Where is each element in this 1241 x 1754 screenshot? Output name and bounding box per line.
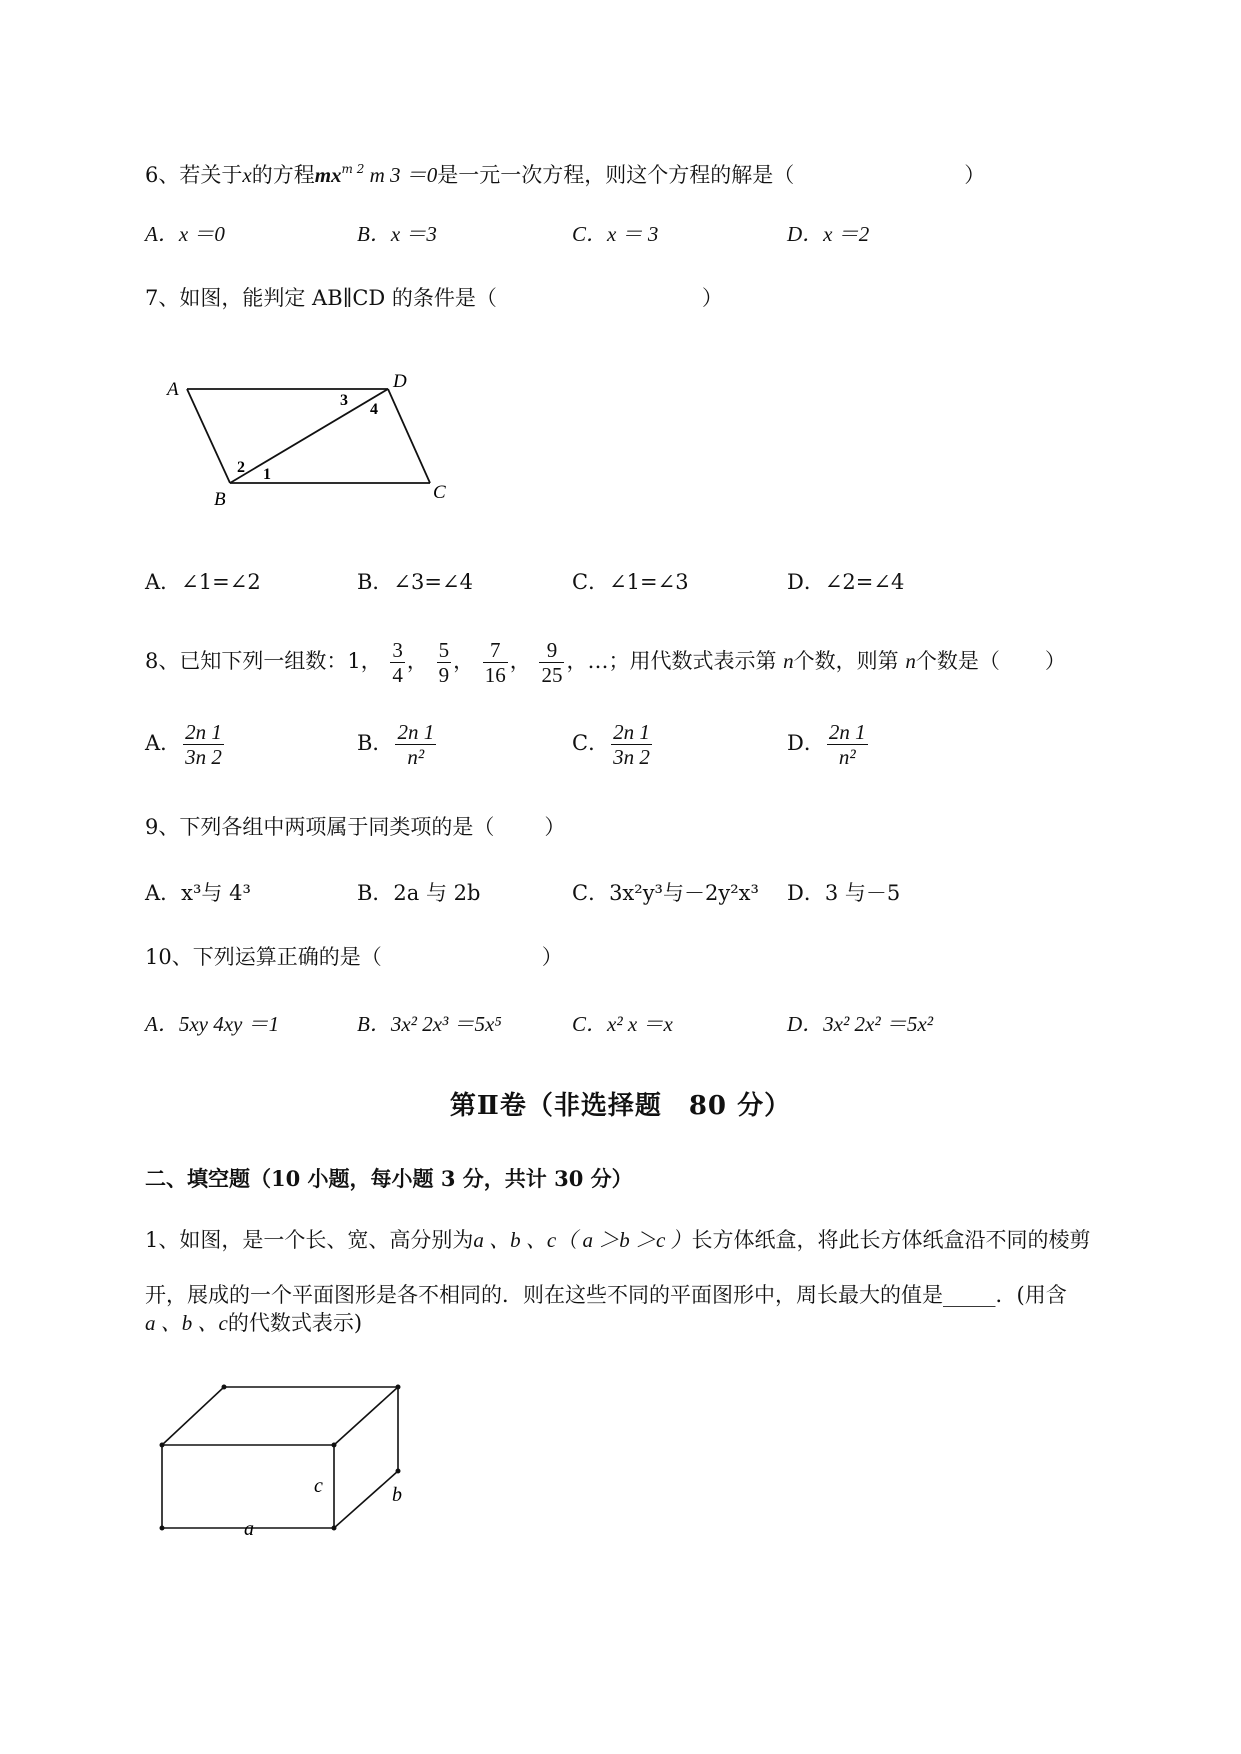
q10-option-a: A．5xy 4xy ＝1 [145,1012,280,1036]
fill-1-line-2: 开，展成的一个平面图形是各不相同的．则在这些不同的平面图形中，周长最大的值是_____．(用含 [145,1283,1067,1307]
q10-stem: 10、下列运算正确的是（ [145,945,382,969]
q6-option-c: C．x ＝ 3 [572,222,659,246]
q9-option-a: A．x³与 4³ [145,881,251,905]
part-2-title: 第Ⅱ卷（非选择题 80 分） [449,1091,792,1121]
q7-stem: 7、如图，能判定 AB∥CD 的条件是（ [145,286,497,310]
q8-fraction-4: $\frac{9}{25}$ [541,638,563,687]
edge-ab [187,389,230,483]
angle-4-label: 4 [370,401,378,418]
q8-n2: n [905,649,916,673]
q8-option-d: D． $\frac{2n 1}{\text{n²}}$ [787,720,866,769]
q9-stem: 9、下列各组中两项属于同类项的是（ [145,815,495,839]
cuboid-label-a: a [244,1518,254,1540]
q8-close: ） [1044,649,1066,673]
question-9-stem [145,812,565,842]
angle-2-label: 2 [237,459,245,476]
fill-1-line-1: 1、如图，是一个长、宽、高分别为a 、b 、c（ a ＞b ＞c ）长方体纸盒，将此长方体纸盒沿不同的棱剪 [145,1228,1091,1252]
q6-eq-mx: mx [314,163,342,187]
q10-close: ） [541,945,563,969]
question-6-stem [145,154,985,190]
q6-option-a: A．x ＝0 [145,222,225,246]
label-a: A [167,379,179,400]
q8-n1: n [783,649,794,673]
section-2-heading: 二、填空题（10 小题，每小题 3 分，共计 30 分） [145,1166,633,1191]
q8-prefix: 8、已知下列一组数：1， [145,649,382,673]
q9-close: ） [544,815,566,839]
label-b: B [214,489,226,510]
q8-fraction-1: $\frac{3}{4}$ [392,638,403,687]
label-c: C [433,482,446,503]
q8-ellipsis: ，…；用代数式表示第 [566,649,777,673]
q8-mid: 个数，则第 [793,649,899,673]
q8-option-a: A． $\frac{2n 1}{3n 2}$ [145,720,222,769]
angle-1-label: 1 [263,466,271,483]
q8-option-c: C． $\frac{2n 1}{3n 2}$ [572,720,650,769]
cuboid-figure [150,1375,420,1545]
question-7-stem [145,283,723,313]
q9-option-b: B．2a 与 2b [357,881,481,905]
angle-3-label: 3 [340,392,348,409]
q6-prefix: 6、若关于 [145,163,243,187]
edge-dc [388,389,430,483]
q7-option-d: D．∠2=∠4 [787,570,905,594]
diagonal-bd [230,389,388,483]
cuboid-label-c: c [314,1475,323,1497]
cuboid-label-b: b [392,1484,402,1506]
q10-option-b: B．3x² 2x³ ＝5x⁵ [357,1012,502,1036]
q6-var-x: x [242,163,252,187]
q7-option-a: A．∠1=∠2 [145,570,261,594]
q6-option-d: D．x ＝2 [787,222,870,246]
parallelogram-figure [160,365,460,515]
q8-fraction-2: $\frac{5}{9}$ [438,638,450,687]
q6-eq-rest: m 3 ＝0 [364,163,438,187]
q6-option-b: B．x ＝3 [357,222,437,246]
q10-option-d: D．3x² 2x² ＝5x² [787,1012,934,1036]
q9-option-c: C．3x²y³与－2y²x³ [572,881,759,905]
fill-1-line-3: a 、b 、c的代数式表示) [145,1311,363,1335]
q8-suffix: 个数是（ [915,649,1000,673]
label-d: D [393,371,407,392]
q7-close: ） [701,286,723,310]
q6-suffix: 是一元一次方程，则这个方程的解是（ [437,163,795,187]
q10-option-c: C．x² x ＝x [572,1012,673,1036]
q6-close: ） [964,163,986,187]
q7-option-b: B．∠3=∠4 [357,570,473,594]
q7-option-c: C．∠1=∠3 [572,570,689,594]
q8-option-b: B． $\frac{2n 1}{\text{n²}}$ [357,720,435,769]
question-8-stem: 8、已知下列一组数：1， $\frac{3}{4}$ ， $\frac{5}{9}$ ， $\frac{7}{16}$ ， $\frac{9}{25}$ ，…；用代数式表示第 n个数，则第 n个数是（ ） [145,638,1066,687]
q6-mid: 的方程 [251,163,315,187]
q8-fraction-3: $\frac{7}{16}$ [484,638,506,687]
question-10-stem [145,942,563,972]
q9-option-d: D．3 与－5 [787,881,901,905]
q6-eq-exp: m 2 [341,162,365,176]
